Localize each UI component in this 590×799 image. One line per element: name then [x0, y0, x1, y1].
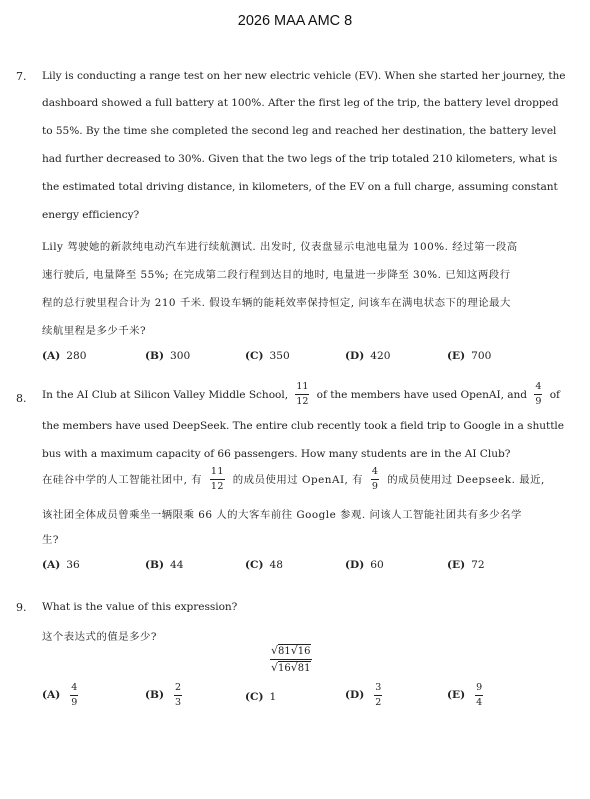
choice-a[interactable]: (A) 36 [42, 559, 80, 571]
question-text-line: bus with a maximum capacity of 66 passengers. How many students are in the AI Club? [42, 448, 511, 460]
question-text-cn-line: 续航里程是多少千米? [42, 325, 147, 337]
page-title: 2026 MAA AMC 8 [237, 13, 353, 29]
question-text-line: the estimated total driving distance, in kilometers, of the EV on a full charge, assuming constant [42, 181, 558, 193]
choice-c[interactable]: (C) 350 [245, 350, 290, 362]
question-text-line: Lily is conducting a range test on her new electric vehicle (EV). When she started her journey, the [42, 70, 566, 82]
choice-d[interactable]: (D) 60 [345, 559, 384, 571]
question-text-cn-line: 速行驶后, 电量降至 55%; 在完成第二段行程到达目的地时, 电量进一步降至 30%. 已知这两段行 [42, 269, 511, 281]
choice-e[interactable]: (E) $\frac{9}{4}$ [447, 682, 483, 708]
choice-d[interactable]: (D) $\frac{3}{2}$ [345, 682, 382, 708]
square-root: √81√16 [271, 644, 311, 657]
question-text-cn-line: Lily 驾驶她的新款纯电动汽车进行续航测试. 出发时, 仪表盘显示电池电量为 100%. 经过第一段高 [42, 241, 518, 253]
question-text-line: In the AI Club at Silicon Valley Middle School, $\frac{11}{12}$ of the members have used OpenAI, and $\frac{4}{9}$ of [42, 381, 560, 407]
fraction-eleven-twelfths: $\frac{11}{12}$ [210, 466, 224, 492]
question-text-line: to 55%. By the time she completed the second leg and reached her destination, the battery level [42, 125, 557, 137]
question-text-cn-line: 在硅谷中学的人工智能社团中, 有 $\frac{11}{12}$ 的成员使用过 OpenAI, 有 $\frac{4}{9}$ 的成员使用过 Deepseek. 最近, [42, 466, 545, 492]
question-text-line: What is the value of this expression? [42, 601, 238, 613]
fraction-four-ninths: $\frac{4}{9}$ [535, 381, 542, 407]
math-expression [270, 645, 312, 674]
choice-d[interactable]: (D) 420 [345, 350, 391, 362]
fraction-eleven-twelfths: $\frac{11}{12}$ [296, 381, 309, 407]
choice-c[interactable]: (C) 1 [245, 691, 277, 703]
choice-e[interactable]: (E) 700 [447, 350, 492, 362]
choice-b[interactable]: (B) 300 [145, 350, 191, 362]
choice-c[interactable]: (C) 48 [245, 559, 283, 571]
question-text-cn-line: 生? [42, 534, 59, 546]
choice-a[interactable]: (A) $\frac{4}{9}$ [42, 682, 78, 708]
question-number: 7. [16, 70, 27, 83]
question-text-line: energy efficiency? [42, 209, 140, 221]
question-text-line: dashboard showed a full battery at 100%. After the first leg of the trip, the battery level dropped [42, 97, 559, 109]
question-number: 8. [16, 392, 27, 405]
question-text-line: the members have used DeepSeek. The entire club recently took a field trip to Google in a shuttle [42, 420, 564, 432]
question-number: 9. [16, 601, 27, 614]
question-text-cn-line: 程的总行驶里程合计为 210 千米. 假设车辆的能耗效率保持恒定, 问该车在满电状态下的理论最大 [42, 297, 511, 309]
square-root: √16√81 [271, 661, 311, 674]
fraction-four-ninths: $\frac{4}{9}$ [371, 466, 379, 492]
choice-e[interactable]: (E) 72 [447, 559, 485, 571]
question-text-cn-line: 该社团全体成员曾乘坐一辆限乘 66 人的大客车前往 Google 参观. 问该人工智能社团共有多少名学 [42, 509, 522, 521]
choice-b[interactable]: (B) $\frac{2}{3}$ [145, 682, 182, 708]
choice-a[interactable]: (A) 280 [42, 350, 87, 362]
question-text-cn-line: 这个表达式的值是多少? [42, 631, 157, 643]
choice-b[interactable]: (B) 44 [145, 559, 184, 571]
question-text-line: had further decreased to 30%. Given that the two legs of the trip totaled 210 kilometers, what is [42, 153, 558, 165]
